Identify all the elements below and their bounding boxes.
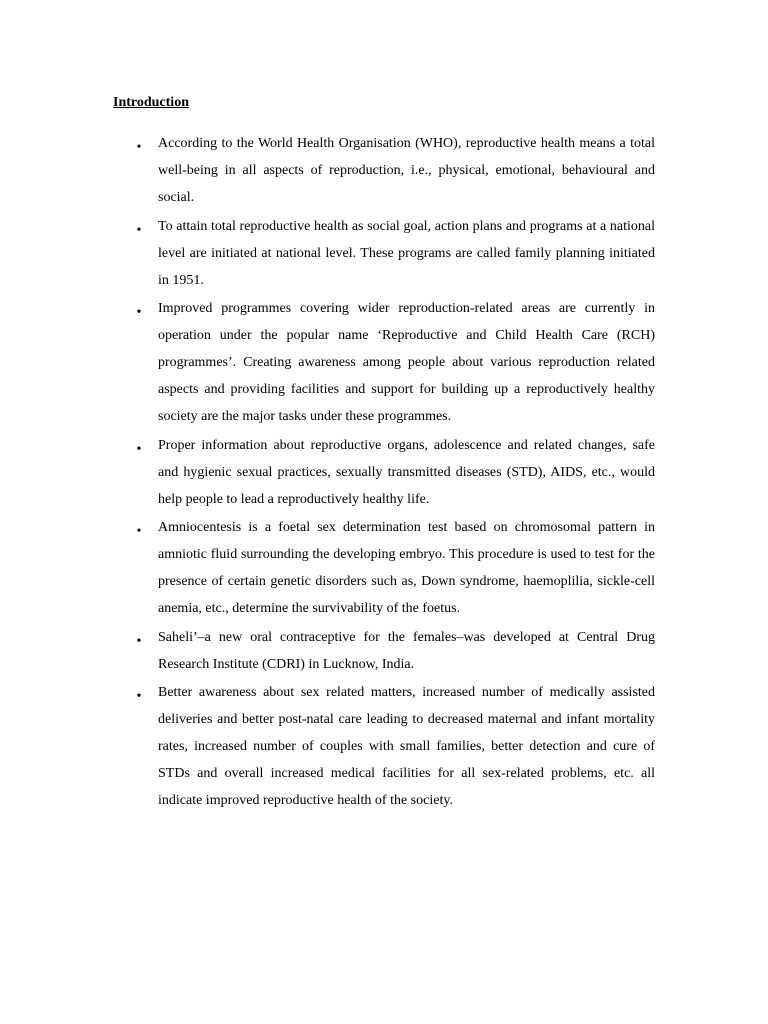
list-item-text: Proper information about reproductive organs, adolescence and related changes, safe and hygienic sexual practices, sexually transmitted diseases (STD), AIDS, etc., would help people to lead a reproductively healthy life.	[158, 437, 655, 507]
bullet-icon: •	[136, 140, 142, 155]
list-item	[0, 130, 768, 211]
bullet-icon: •	[136, 689, 142, 704]
list-item-text: According to the World Health Organisation (WHO), reproductive health means a total well-being in all aspects of reproduction, i.e., physical, emotional, behavioural and social.	[158, 136, 655, 205]
list-item	[0, 679, 768, 814]
bullet-icon: •	[136, 633, 142, 649]
list-item	[0, 514, 768, 622]
section-heading: Introduction	[113, 95, 189, 110]
list-item	[0, 624, 768, 678]
list-item-text: Amniocentesis is a foetal sex determination test based on chromosomal pattern in amniotic fluid surrounding the developing embryo. This procedure is used to test for the presence of certain genetic disorders such as, Down syndrome, haemoplilia, sickle-cell anemia, etc., determine the survivability of the foetus.	[158, 520, 655, 616]
list-item	[0, 295, 768, 430]
list-item	[0, 213, 768, 294]
bullet-icon: •	[136, 305, 142, 320]
list-item	[0, 432, 768, 513]
bullet-icon: •	[136, 441, 142, 457]
list-item-text: To attain total reproductive health as social goal, action plans and programs at a national level are initiated at national level. These programs are called family planning initiated in 1951.	[158, 218, 655, 288]
list-item-text: Saheli’–a new oral contraceptive for the females–was developed at Central Drug Research Institute (CDRI) in Lucknow, India.	[158, 629, 655, 672]
list-item-text: Improved programmes covering wider reproduction-related areas are currently in operation under the popular name ‘Reproductive and Child Health Care (RCH) programmes’. Creating awareness among people about various reproduction related aspects and providing facilities and support for building up a reproductively healthy society are the major tasks under these programmes.	[158, 301, 655, 424]
bullet-icon: •	[136, 524, 142, 539]
list-item-text: Better awareness about sex related matters, increased number of medically assisted deliveries and better post-natal care leading to decreased maternal and infant mortality rates, increased number of couples with small families, better detection and cure of STDs and overall increased medical facilities for all sex-related problems, etc. all indicate improved reproductive health of the society.	[158, 685, 655, 808]
bullet-list	[0, 130, 768, 816]
bullet-icon: •	[136, 222, 142, 238]
